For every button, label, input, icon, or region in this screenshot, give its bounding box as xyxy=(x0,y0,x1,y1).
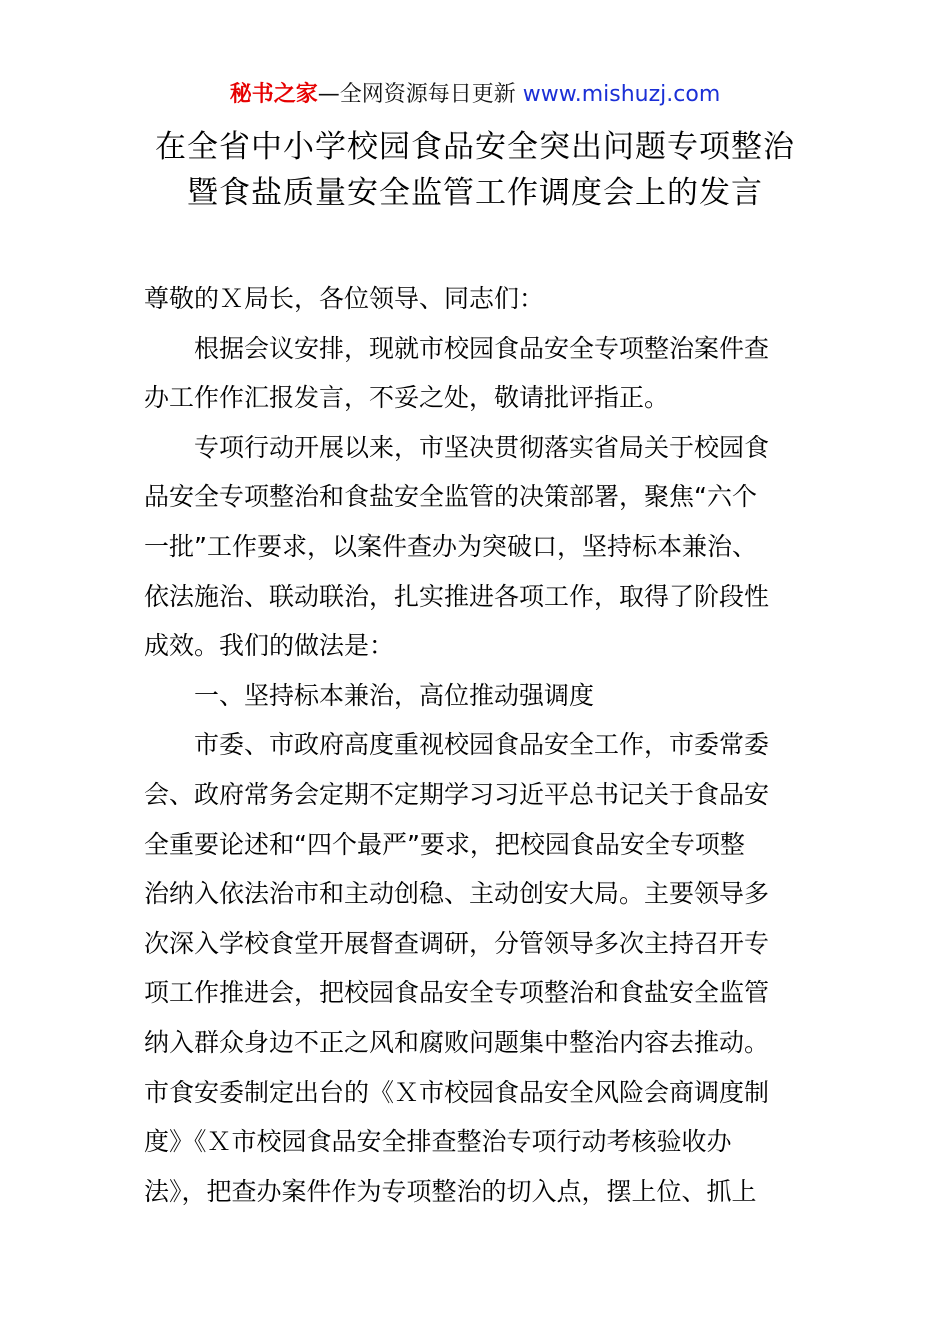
document-body xyxy=(144,274,806,1216)
paragraph-line: 成效。我们的做法是： xyxy=(144,631,395,661)
paragraph-line: 品安全专项整治和食盐安全监管的决策部署，聚焦“六个 xyxy=(144,482,757,512)
paragraph-line: 一批”工作要求，以案件查办为突破口，坚持标本兼治、 xyxy=(144,531,757,561)
salutation: 尊敬的Ｘ局长，各位领导、同志们： xyxy=(144,284,545,313)
paragraph-line: 法》，把查办案件作为专项整治的切入点，摆上位、抓上 xyxy=(144,1176,757,1206)
site-tagline: —全网资源每日更新 xyxy=(317,82,523,107)
title-line-1: 在全省中小学校园食品安全突出问题专项整治 xyxy=(155,129,795,165)
site-name: 秘书之家 xyxy=(229,82,318,107)
site-url-link[interactable]: www.mishuzj.com xyxy=(522,82,721,107)
paragraph-line: 纳入群众身边不正之风和腐败问题集中整治内容去推动。 xyxy=(144,1027,770,1057)
paragraph-line: 市食安委制定出台的《Ｘ市校园食品安全风险会商调度制 xyxy=(144,1077,770,1107)
site-header xyxy=(0,80,950,110)
paragraph-line: 专项行动开展以来，市坚决贯彻落实省局关于校园食 xyxy=(194,432,770,462)
paragraph-line: 度》《Ｘ市校园食品安全排查整治专项行动考核验收办 xyxy=(144,1127,732,1157)
paragraph-line: 依法施治、联动联治，扎实推进各项工作，取得了阶段性 xyxy=(144,581,770,611)
paragraph-line: 根据会议安排，现就市校园食品安全专项整治案件查 xyxy=(194,333,770,363)
paragraph-line: 治纳入依法治市和主动创稳、主动创安大局。主要领导多 xyxy=(144,879,770,909)
title-line-2: 暨食盐质量安全监管工作调度会上的发言 xyxy=(187,175,763,211)
paragraph-line: 项工作推进会，把校园食品安全专项整治和食盐安全监管 xyxy=(144,978,770,1008)
paragraph-line: 市委、市政府高度重视校园食品安全工作，市委常委 xyxy=(194,730,770,760)
section-heading: 一、坚持标本兼治，高位推动强调度 xyxy=(194,680,595,710)
document-title xyxy=(0,124,950,216)
paragraph-line: 全重要论述和“四个最严”要求，把校园食品安全专项整 xyxy=(144,829,745,859)
paragraph-line: 办工作作汇报发言，不妥之处，敬请批评指正。 xyxy=(144,383,670,413)
paragraph-line: 会、政府常务会定期不定期学习习近平总书记关于食品安 xyxy=(144,779,770,809)
paragraph-line: 次深入学校食堂开展督查调研，分管领导多次主持召开专 xyxy=(144,928,770,958)
